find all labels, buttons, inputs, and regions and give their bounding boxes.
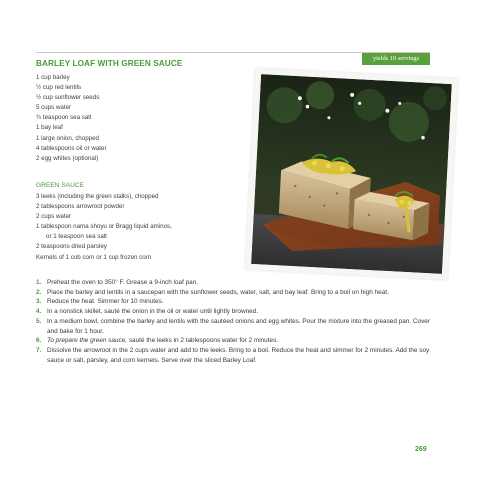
ingredient-item: ½ cup red lentils	[36, 84, 82, 92]
recipe-title: BARLEY LOAF WITH GREEN SAUCE	[36, 59, 183, 68]
ingredient-item: ½ cup sunflower seeds	[36, 94, 100, 102]
sauce-ingredient-item: or 1 teaspoon sea salt	[46, 233, 107, 241]
step-text: Dissolve the arrowroot in the 2 cups water and add to the leeks. Bring to a boil. Reduce the heat and simmer for 2 minutes. Add the soy sauce or salt, parsley, and corn kernels. Serve over the sliced Barley Loaf.	[47, 346, 430, 364]
step-text: Reduce the heat. Simmer for 10 minutes.	[47, 298, 164, 306]
step-text: In a nonstick skillet, sauté the onion in the oil or water until lightly browned.	[47, 308, 259, 316]
step-item	[36, 297, 434, 307]
step-item	[36, 288, 434, 298]
sauce-ingredient-item: Kernels of 1 cob corn or 1 cup frozen corn	[36, 253, 152, 261]
step-number: 3.	[36, 298, 42, 306]
sauce-ingredient-list	[36, 192, 266, 263]
page-number: 269	[415, 446, 427, 453]
sauce-ingredient-item: 2 teaspoons dried parsley	[36, 243, 107, 251]
ingredient-item: 5 cups water	[36, 104, 72, 112]
ingredient-list	[36, 73, 266, 164]
step-item	[36, 307, 434, 317]
step-text: Place the barley and lentils in a saucepan with the sunflower seeds, water, salt, and bay leaf. Bring to a boil on high heat.	[47, 288, 389, 296]
step-item	[36, 317, 434, 336]
step-number: 7.	[36, 346, 42, 354]
step-item	[36, 336, 434, 346]
ingredient-item: ¾ teaspoon sea salt	[36, 114, 92, 122]
step-text: Preheat the oven to 350° F. Grease a 9-inch loaf pan.	[47, 279, 199, 286]
step-number: 6.	[36, 337, 42, 345]
ingredient-item: 2 egg whites (optional)	[36, 154, 99, 162]
step-text: In a medium bowl, combine the barley and lentils with the sautéed onions and egg whites. Pour the mixture into the greased pan. Cover and bake for 1 hour.	[47, 317, 430, 335]
ingredient-item: 1 bay leaf	[36, 124, 63, 132]
step-lead: To prepare the green sauce,	[47, 337, 128, 345]
sauce-ingredient-item: 2 cups water	[36, 213, 72, 221]
step-item	[36, 278, 434, 288]
ingredient-item: 1 large onion, chopped	[36, 134, 99, 142]
step-item	[36, 346, 434, 365]
yields-badge: yields 10 servings	[362, 53, 430, 65]
ingredient-item: 1 cup barley	[36, 74, 70, 81]
method-steps	[36, 278, 434, 365]
sauce-ingredient-item: 1 tablespoon nama shoyu or Bragg liquid aminos,	[36, 223, 172, 231]
barley-loaf-image	[251, 74, 452, 274]
step-number: 5.	[36, 317, 42, 325]
sauce-ingredient-item: 2 tablespoons arrowroot powder	[36, 203, 125, 211]
step-text: sauté the leeks in 2 tablespoons water for 2 minutes.	[127, 337, 279, 345]
ingredient-item: 4 tablespoons oil or water	[36, 144, 107, 152]
sauce-heading: GREEN SAUCE	[36, 182, 84, 189]
step-number: 1.	[36, 279, 42, 286]
sauce-ingredient-item: 3 leeks (including the green stalks), chopped	[36, 193, 159, 200]
dish-photo	[245, 68, 458, 280]
step-number: 2.	[36, 288, 42, 296]
step-number: 4.	[36, 308, 42, 316]
